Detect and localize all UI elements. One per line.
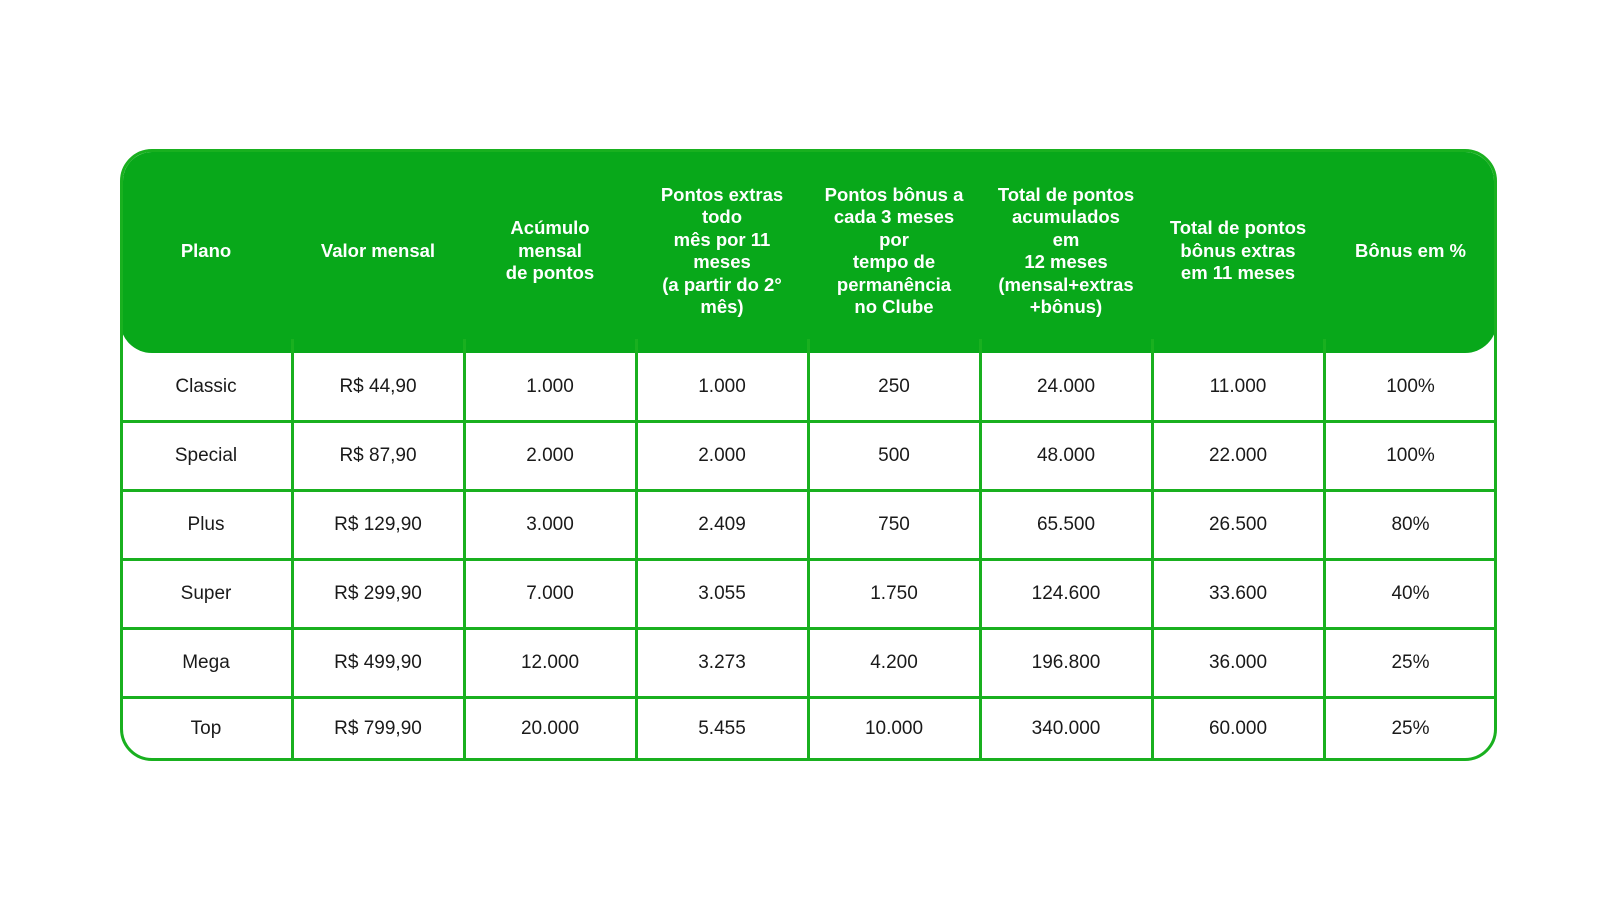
column-header: Pontos extras todo mês por 11 meses (a partir do 2° mês) <box>660 183 784 317</box>
table-cell: R$ 87,90 <box>339 444 417 466</box>
table-cell: 3.273 <box>698 651 746 673</box>
table-cell: 2.409 <box>698 513 746 535</box>
plan-name-cell: Special <box>174 444 238 466</box>
table-cell: 26.500 <box>1208 513 1268 535</box>
table-cell: 2.000 <box>698 444 746 466</box>
table-cell: 36.000 <box>1208 651 1268 673</box>
table-cell: 12.000 <box>520 651 580 673</box>
table-cell: 80% <box>1391 513 1430 535</box>
column-header: Bônus em % <box>1354 239 1467 261</box>
table-cell: R$ 799,90 <box>334 718 422 739</box>
table-cell: 24.000 <box>1036 376 1096 397</box>
table-cell: 100% <box>1386 376 1435 397</box>
table-cell: 124.600 <box>1031 582 1101 604</box>
table-cell: 4.200 <box>870 651 918 673</box>
table-cell: 60.000 <box>1208 718 1268 739</box>
column-header: Total de pontos acumulados em 12 meses (mensal+extras +bônus) <box>997 183 1135 317</box>
table-cell: 1.000 <box>526 376 574 397</box>
table-cell: 1.750 <box>870 582 918 604</box>
table-cell: 3.055 <box>698 582 746 604</box>
table-cell: 5.455 <box>698 718 746 739</box>
table-cell: 500 <box>878 444 910 466</box>
table-cell: 3.000 <box>526 513 574 535</box>
table-cell: 11.000 <box>1209 376 1267 397</box>
plan-name-cell: Mega <box>182 651 230 673</box>
column-header: Total de pontos bônus extras em 11 meses <box>1169 217 1307 284</box>
plan-name-cell: Super <box>180 582 232 604</box>
table-cell: 25% <box>1391 651 1430 673</box>
table-cell: R$ 44,90 <box>339 376 417 397</box>
table-grid <box>120 149 1497 761</box>
table-cell: 196.800 <box>1031 651 1101 673</box>
plan-name-cell: Classic <box>175 376 237 397</box>
plan-name-cell: Top <box>190 718 222 739</box>
table-cell: R$ 129,90 <box>334 513 422 535</box>
table-cell: 40% <box>1391 582 1430 604</box>
table-cell: 250 <box>878 376 910 397</box>
table-cell: 33.600 <box>1208 582 1268 604</box>
table-cell: R$ 499,90 <box>334 651 422 673</box>
plans-table <box>120 149 1497 761</box>
table-cell: 10.000 <box>864 718 924 739</box>
table-cell: 7.000 <box>526 582 574 604</box>
table-cell: 20.000 <box>520 718 580 739</box>
table-cell: 1.000 <box>698 376 746 397</box>
table-cell: 25% <box>1391 718 1430 739</box>
column-header: Acúmulo mensal de pontos <box>505 217 595 284</box>
table-cell: 750 <box>878 513 910 535</box>
table-cell: 340.000 <box>1031 718 1101 739</box>
column-header: Pontos bônus a cada 3 meses por tempo de permanência no Clube <box>824 183 964 317</box>
table-cell: 48.000 <box>1036 444 1096 466</box>
table-cell: 65.500 <box>1036 513 1096 535</box>
table-cell: R$ 299,90 <box>334 582 422 604</box>
table-cell: 100% <box>1386 444 1435 466</box>
column-header: Valor mensal <box>320 239 436 261</box>
plan-name-cell: Plus <box>187 513 225 535</box>
table-cell: 22.000 <box>1208 444 1268 466</box>
table-cell: 2.000 <box>526 444 574 466</box>
column-header: Plano <box>180 239 232 261</box>
